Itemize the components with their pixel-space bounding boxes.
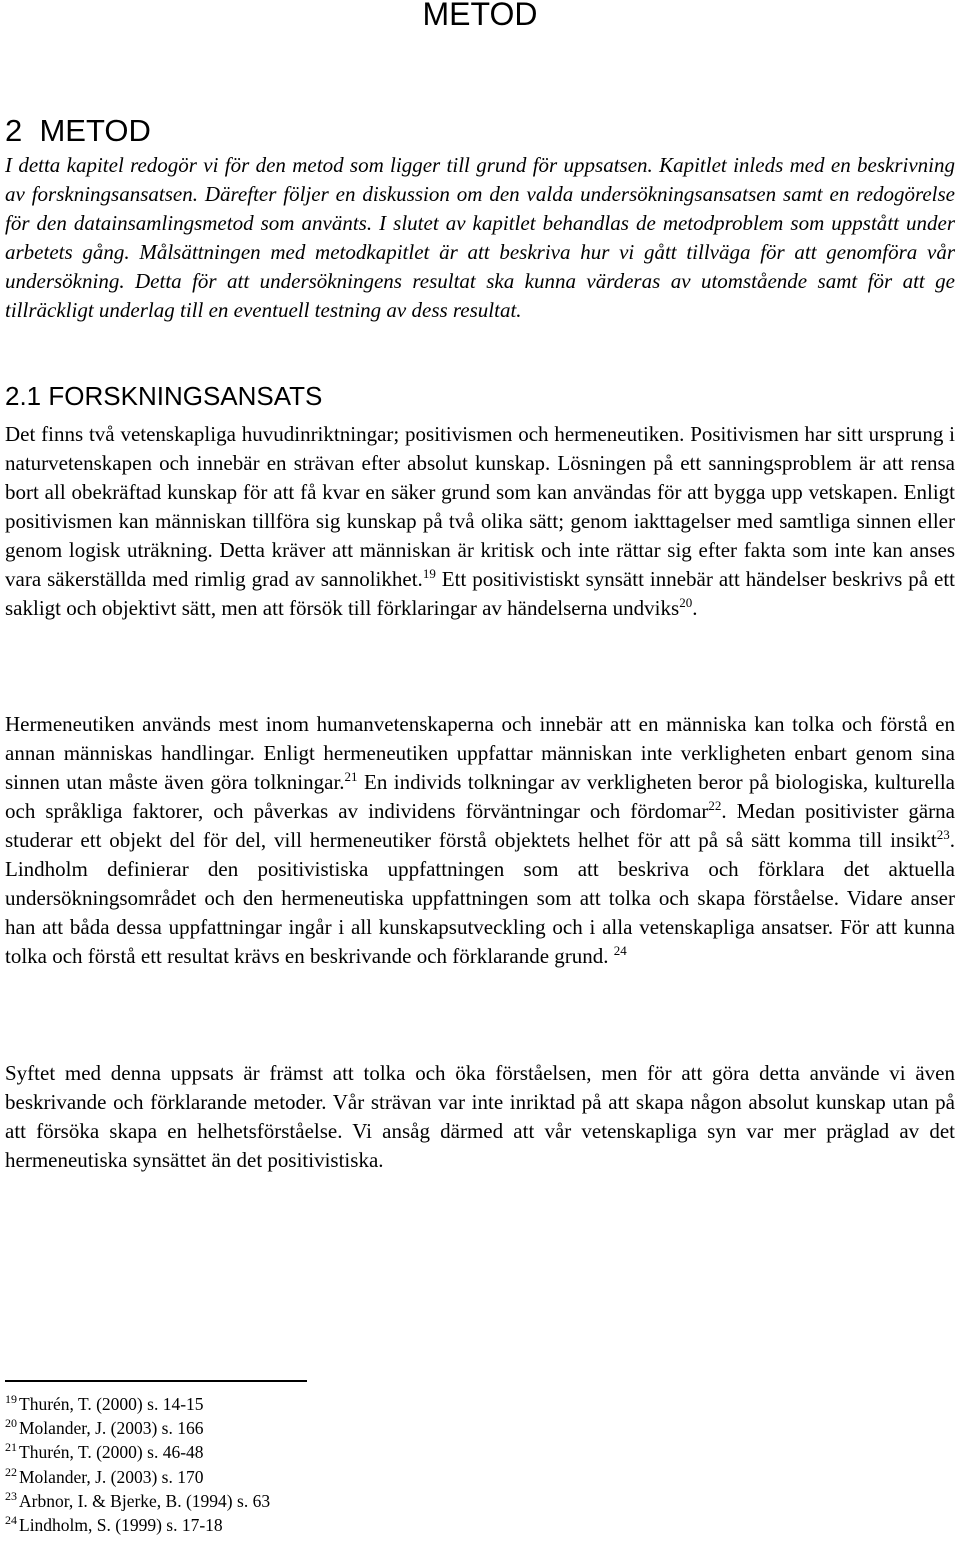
footnote-item: [5, 1465, 270, 1489]
chapter-number: 2: [5, 113, 23, 148]
footnote-number: 21: [5, 1440, 17, 1455]
paragraph-hermeneutics: [5, 710, 955, 971]
section-heading: [5, 379, 322, 413]
text-run: Hermeneutiken används mest inom humanvetenskaperna och innebär att en människa kan tolka och förstå en annan människas handlingar. Enligt hermeneutiken uppfattar människan inte verkligheten enbart genom sina sinnen utan måste även göra tolkningar.: [5, 712, 955, 794]
text-run: En individs tolkningar av verkligheten beror på biologiska, kulturella och språkliga faktorer, och påverkas av individens förväntningar och fördomar: [5, 770, 955, 823]
section-title: FORSKNINGSANSATS: [48, 381, 323, 411]
footnote-number: 20: [5, 1416, 17, 1431]
text-run: Ett positivistiskt synsätt innebär att händelser beskrivs på ett sakligt och objektivt sätt, men att försök till förklaringar av händelserna undviks: [5, 567, 956, 620]
footnote-ref: 22: [708, 798, 722, 813]
text-run: Det finns två vetenskapliga huvudinriktningar; positivismen och hermeneutiken. Positivismen har sitt ursprung i naturvetenskapen och innebär en strävan efter absolut kunskap. Lösningen på ett sanningsproblem är att rensa bort all obekräftad kunskap för att få kvar en säker grund som kan användas för att bygga upp vetskapen. Enligt positivismen kan människan tillföra sig kunskap på två olika sätt; genom iakttagelser med samtliga sinnen eller genom logisk uträkning. Detta kräver att människan är kritisk och inte rättar sig efter fakta som inte kan anses vara säkerställda med rimlig grad av sannolikhet.: [5, 422, 955, 591]
footnote-text: Lindholm, S. (1999) s. 17-18: [19, 1515, 223, 1536]
footnote-number: 22: [5, 1464, 17, 1479]
footnote-text: Thurén, T. (2000) s. 46-48: [19, 1442, 204, 1463]
footnote-item: [5, 1416, 270, 1440]
text-run: . Medan positivister gärna studerar ett objekt del för del, vill hermeneutiker förstå objektets helhet för att på så sätt komma till insikt: [5, 799, 955, 852]
footnote-item: [5, 1513, 270, 1537]
paragraph-purpose: Syftet med denna uppsats är främst att tolka och öka förståelsen, men för att göra detta använde vi även beskrivande och förklarande metoder. Vår strävan var inte inriktad på att skapa någon absolut kunskap utan på att försöka skapa en helhetsförståelse. Vi ansåg därmed att vår vetenskapliga syn var mer präglad av det hermeneutiska synsättet än det positivistiska.: [5, 1061, 955, 1172]
footnote-item: [5, 1392, 270, 1416]
footnote-ref: 19: [422, 566, 436, 581]
footnote-separator: [5, 1380, 307, 1382]
chapter-heading: [5, 112, 151, 150]
text-run: .: [692, 596, 698, 620]
chapter-title: METOD: [39, 113, 151, 148]
footnote-text: Molander, J. (2003) s. 170: [19, 1466, 204, 1487]
footnote-ref: 20: [679, 595, 693, 610]
footnote-number: 24: [5, 1513, 17, 1528]
chapter-intro: I detta kapitel redogör vi för den metod som ligger till grund för uppsatsen. Kapitlet inleds med en beskrivning av forskningsansatsen. Därefter följer en diskussion om den valda undersökningsansatsen samt en redogörelse för den datainsamlingsmetod som använts. I slutet av kapitlet behandlas de metodproblem som uppstått under arbetets gång. Målsättningen med metodkapitlet är att beskriva hur vi gått tillväga för att genomföra vår undersökning. Detta för att undersökningens resultat ska kunna värderas av utomstående samt för att ge tillräckligt underlag till en eventuell testning av dess resultat.: [5, 153, 955, 322]
section-number: 2.1: [5, 381, 42, 411]
footnote-text: Thurén, T. (2000) s. 14-15: [19, 1394, 204, 1414]
paragraph-positivism: [5, 420, 955, 623]
running-header-title: METOD: [422, 0, 538, 32]
footnote-number: 19: [5, 1392, 17, 1406]
footnote-ref: 24: [613, 943, 627, 958]
footnote-text: Arbnor, I. & Bjerke, B. (1994) s. 63: [19, 1490, 271, 1511]
footnote-ref: 23: [936, 827, 950, 842]
footnotes-list: [5, 1392, 270, 1537]
footnote-item: [5, 1440, 270, 1464]
text-run: . Lindholm definierar den positivistiska uppfattningen som att beskriva och förklara det aktuella undersökningsområdet och den hermeneutiska uppfattningen som att tolka och skapa förståelse. Vidare anser han att båda dessa uppfattningar ingår i all kunskapsutveckling och i alla vetenskapliga ansatser. För att kunna tolka och förstå ett resultat krävs en beskrivande och förklarande grund.: [5, 828, 955, 968]
footnote-text: Molander, J. (2003) s. 166: [19, 1418, 204, 1439]
footnote-ref: 21: [344, 769, 358, 784]
footnote-number: 23: [5, 1488, 17, 1503]
footnote-item: [5, 1489, 270, 1513]
